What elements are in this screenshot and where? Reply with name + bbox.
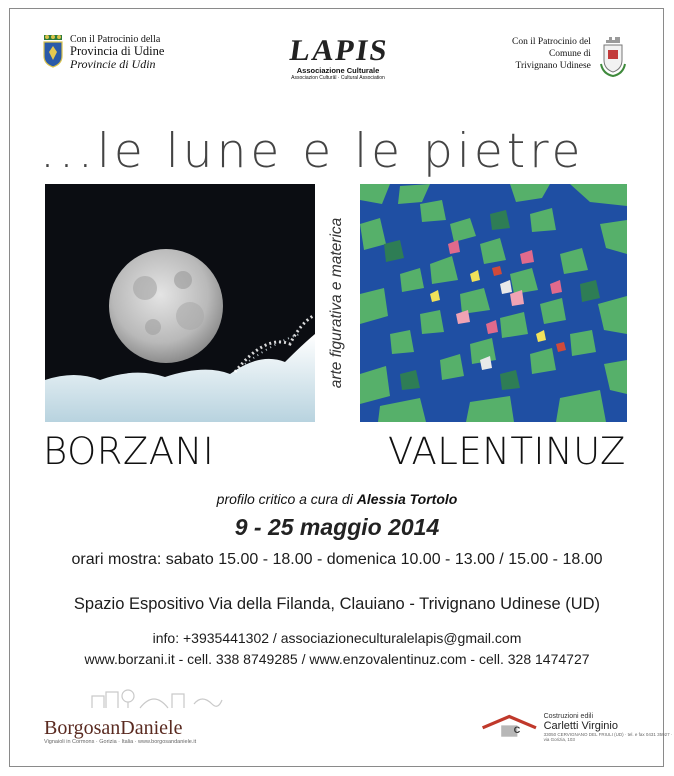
lapis-assoc-line1: Associazione Culturale [296,66,380,75]
carletti-line1: Costruzioni edili [543,712,594,720]
vertical-subtitle [318,184,356,422]
borgo-sub: Vignaioli in Cormons · Gorizia · Italia · www.borgosandaniele.it [44,739,197,745]
borgo-san-daniele-logo [44,686,244,745]
patron-right-line3: Trivignano Udinese [515,61,591,71]
opening-hours: orari mostra: sabato 15.00 - 18.00 - domenica 10.00 - 13.00 / 15.00 - 18.00 [71,551,603,568]
borgo-vineyard-illustration-icon [44,686,224,712]
borgo-name: BorgosanDaniele [44,717,183,739]
patron-left-line1: Con il Patrocinio della [70,34,161,45]
comune-patronage [512,36,629,78]
patron-left-line2: Provincia di Udine [70,44,165,58]
patron-right-line1: Con il Patrocinio del [512,37,591,47]
borzani-artwork [45,184,315,422]
lapis-assoc-line2: Associazion Culturâl · Cultural Association [291,75,385,81]
exhibition-title: ...le lune e le pietre [40,124,585,179]
carletti-logo [481,712,674,742]
artist-borzani: BORZANI [43,430,215,473]
province-patronage [42,34,164,71]
valentinuz-artwork [360,184,627,422]
house-roof-icon [481,712,538,742]
patron-left-line3: Provincie di Udin [70,57,156,71]
carletti-line2: Carletti Virginio [543,719,618,732]
carletti-badge-letter: C [513,725,521,735]
critic-name: Alessia Tortolo [356,491,458,507]
critic-line [0,491,674,507]
carletti-line3: 33050 CERVIGNANO DEL FRIULI (UD) · tel. e fax 0431 35927 · via Gorizia, 103 [543,731,673,742]
patron-right-line2: Comune di [548,49,591,59]
moon-wave-painting [45,184,315,422]
websites-phones: www.borzani.it - cell. 338 8749285 / www.enzovalentinuz.com - cell. 328 1474727 [84,651,590,667]
critic-prefix: profilo critico a cura di [216,491,353,507]
lapis-logo [287,34,391,81]
comune-crest-icon [597,36,629,78]
stone-mosaic-artwork [360,184,627,422]
province-crest-icon [42,34,64,68]
venue-address: Spazio Espositivo Via della Filanda, Clauiano - Trivignano Udinese (UD) [73,595,601,613]
contact-info: info: +3935441302 / associazioneculturalelapis@gmail.com [152,630,522,646]
lapis-wordmark: LAPIS [287,34,391,67]
artist-valentinuz: VALENTINUZ [388,430,626,473]
exhibition-dates: 9 - 25 maggio 2014 [234,514,440,540]
vertical-subtitle-text: arte figurativa e materica [328,217,345,389]
